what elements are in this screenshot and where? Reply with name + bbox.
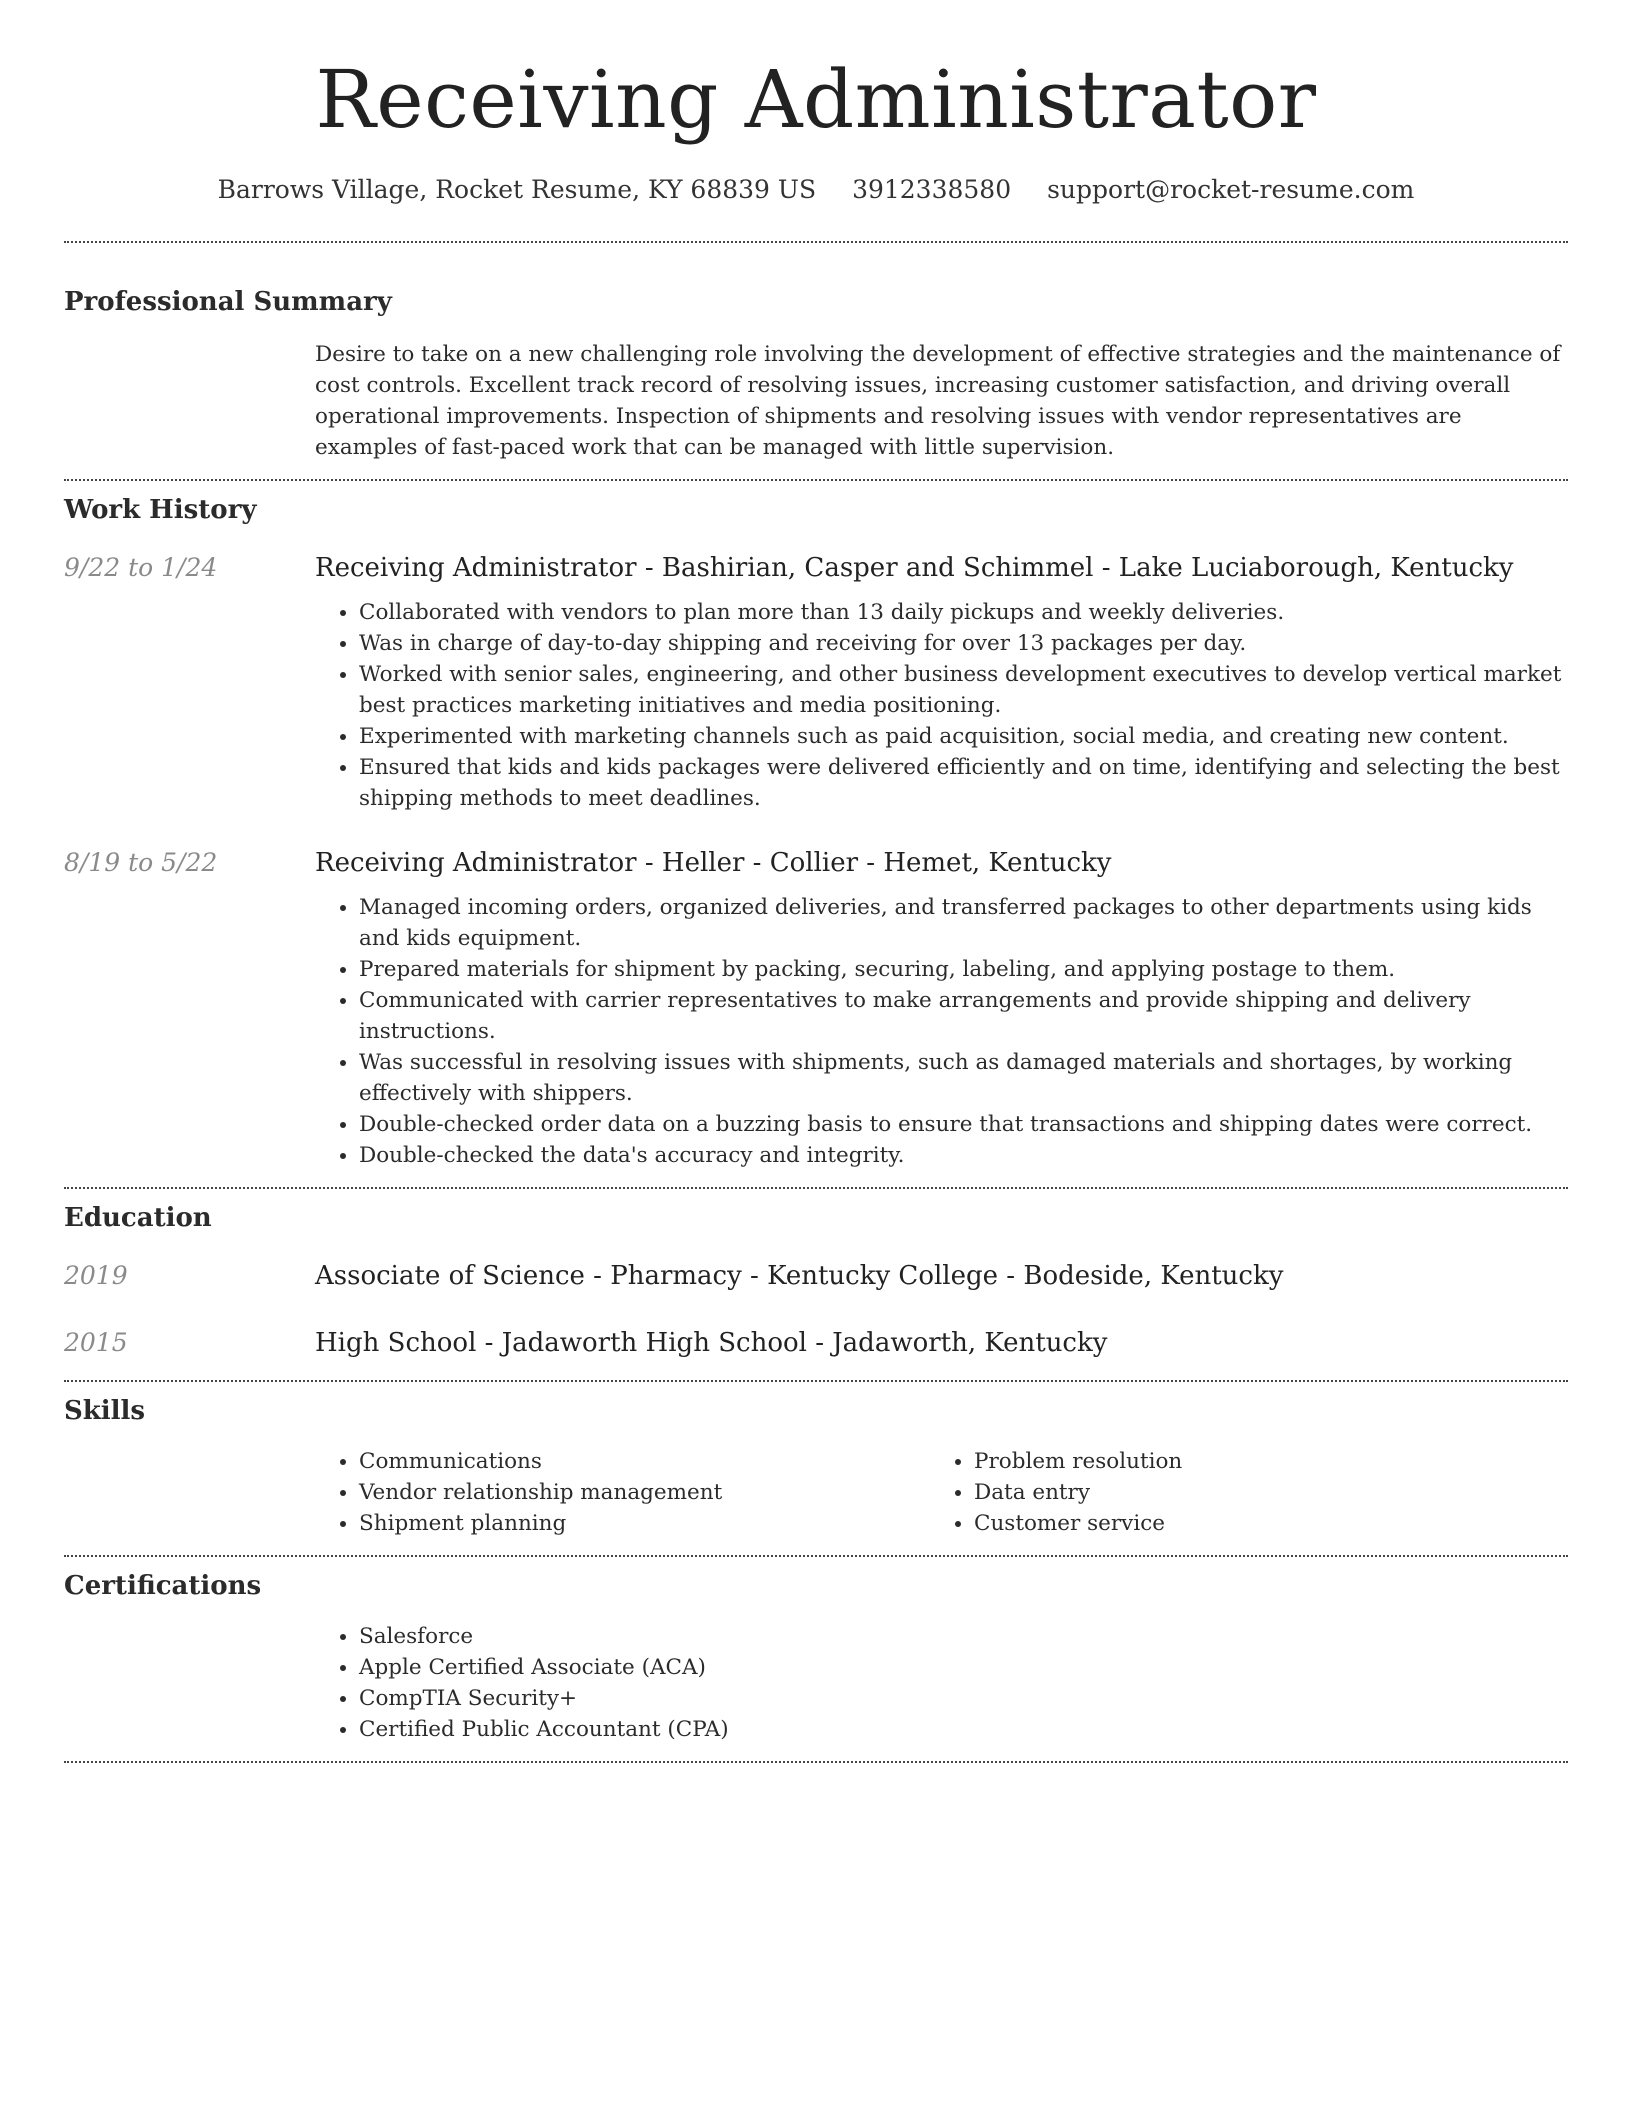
list-item: • Certified Public Accountant (CPA) — [359, 1714, 1568, 1745]
phone: 3912338580 — [852, 175, 1012, 204]
job-heading: Receiving Administrator - Heller - Collier - Hemet, Kentucky — [315, 848, 1112, 878]
list-item: • Communications — [359, 1446, 930, 1477]
education-heading: Associate of Science - Pharmacy - Kentucky College - Bodeside, Kentucky — [315, 1261, 1284, 1291]
contact-line — [64, 174, 1568, 206]
job-dates: 9/22 to 1/24 — [64, 553, 218, 582]
list-item: • CompTIA Security+ — [359, 1683, 1568, 1714]
list-item: • Shipment planning — [359, 1508, 930, 1539]
certifications-list — [315, 1621, 1568, 1745]
divider — [64, 241, 1568, 243]
section-title-certifications: Certifications — [64, 1571, 262, 1601]
education-entry — [64, 1259, 1568, 1293]
resume-page — [64, 0, 1568, 1763]
list-item: • Ensured that kids and kids packages were delivered efficiently and on time, identifying and selecting the best shipping methods to meet deadlines. — [359, 752, 1568, 814]
list-item: • Customer service — [974, 1508, 1545, 1539]
divider — [64, 1555, 1568, 1557]
list-item: • Apple Certified Associate (ACA) — [359, 1652, 1568, 1683]
divider — [64, 1761, 1568, 1763]
address: Barrows Village, Rocket Resume, KY 68839 US — [217, 175, 817, 204]
list-item: • Worked with senior sales, engineering, and other business development executives to develop vertical market best practices marketing initiatives and media positioning. — [359, 659, 1568, 721]
section-title-skills: Skills — [64, 1396, 146, 1426]
education-entry — [64, 1326, 1568, 1360]
education-year: 2019 — [64, 1261, 128, 1290]
list-item: • Vendor relationship management — [359, 1477, 930, 1508]
summary-text: Desire to take on a new challenging role involving the development of effective strategies and the maintenance of cost controls. Excellent track record of resolving issues, increasing customer satisfaction, and driving overall operational improvements. Inspection of shipments and resolving issues with vendor representatives are examples of fast-paced work that can be managed with little supervision. — [315, 342, 1561, 460]
list-item: • Double-checked the data's accuracy and integrity. — [359, 1140, 1568, 1171]
section-title-education: Education — [64, 1203, 212, 1233]
list-item: • Was successful in resolving issues with shipments, such as damaged materials and shortages, by working effectively with shippers. — [359, 1047, 1568, 1109]
skills-section — [64, 1394, 1568, 1539]
job-entry — [64, 846, 1568, 1171]
section-title-work: Work History — [64, 495, 257, 525]
job-dates: 8/19 to 5/22 — [64, 848, 218, 877]
list-item: • Prepared materials for shipment by packing, securing, labeling, and applying postage to them. — [359, 954, 1568, 985]
job-heading: Receiving Administrator - Bashirian, Casper and Schimmel - Lake Luciaborough, Kentucky — [315, 553, 1514, 583]
skills-column-right — [930, 1446, 1545, 1539]
education-section — [64, 1201, 1568, 1360]
list-item: • Experimented with marketing channels such as paid acquisition, social media, and creating new content. — [359, 721, 1568, 752]
job-entry — [64, 551, 1568, 814]
section-title-summary: Professional Summary — [64, 287, 392, 317]
candidate-name: Receiving Administrator — [315, 53, 1317, 146]
education-heading: High School - Jadaworth High School - Jadaworth, Kentucky — [315, 1328, 1108, 1358]
skills-list — [315, 1446, 930, 1539]
divider — [64, 1380, 1568, 1382]
summary-section — [64, 285, 1568, 463]
list-item: • Was in charge of day-to-day shipping and receiving for over 13 packages per day. — [359, 628, 1568, 659]
list-item: • Communicated with carrier representatives to make arrangements and provide shipping and delivery instructions. — [359, 985, 1568, 1047]
job-bullets — [315, 892, 1568, 1171]
list-item: • Salesforce — [359, 1621, 1568, 1652]
email: support@rocket-resume.com — [1047, 175, 1415, 204]
education-year: 2015 — [64, 1328, 128, 1357]
job-bullets — [315, 597, 1568, 814]
work-section — [64, 493, 1568, 1171]
divider — [64, 1187, 1568, 1189]
certifications-section — [64, 1569, 1568, 1745]
list-item: • Managed incoming orders, organized deliveries, and transferred packages to other departments using kids and kids equipment. — [359, 892, 1568, 954]
list-item: • Collaborated with vendors to plan more than 13 daily pickups and weekly deliveries. — [359, 597, 1568, 628]
list-item: • Problem resolution — [974, 1446, 1545, 1477]
divider — [64, 479, 1568, 481]
list-item: • Double-checked order data on a buzzing basis to ensure that transactions and shipping dates were correct. — [359, 1109, 1568, 1140]
skills-column-left — [315, 1446, 930, 1539]
list-item: • Data entry — [974, 1477, 1545, 1508]
skills-list — [930, 1446, 1545, 1539]
